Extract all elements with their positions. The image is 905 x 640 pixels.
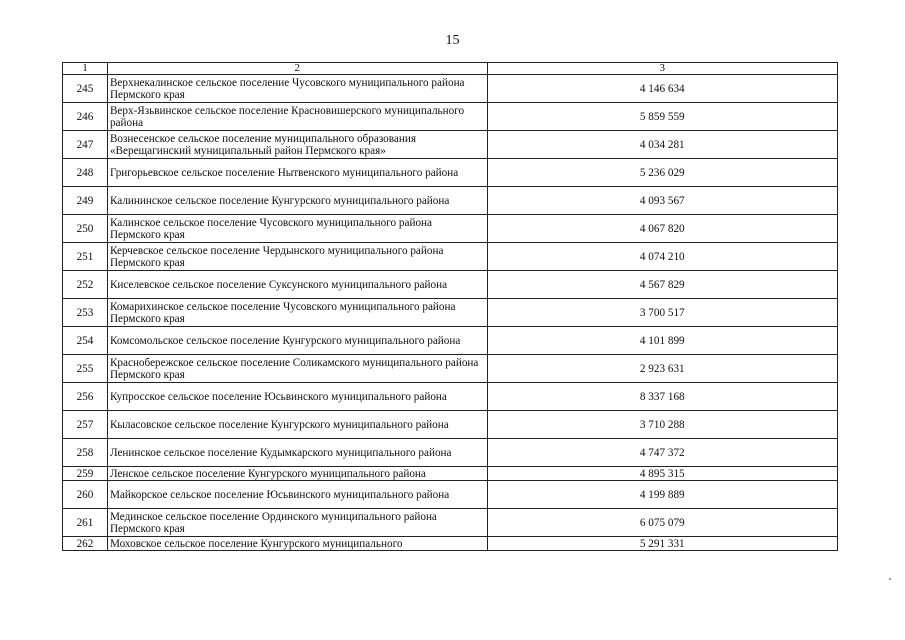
amount-cell: 4 567 829 — [487, 271, 838, 299]
settlement-name-cell: Моховское сельское поселение Кунгурского муниципального — [107, 537, 487, 551]
table-row — [63, 537, 838, 551]
settlement-name-cell: Купросское сельское поселение Юсьвинского муниципального района — [107, 383, 487, 411]
amount-cell: 4 199 889 — [487, 481, 838, 509]
row-number-cell: 245 — [63, 75, 108, 103]
amount-cell: 4 895 315 — [487, 467, 838, 481]
settlement-name-cell: Ленинское сельское поселение Кудымкарского муниципального района — [107, 439, 487, 467]
settlement-name-cell: Мединское сельское поселение Ординского муниципального района Пермского края — [107, 509, 487, 537]
table-row — [63, 75, 838, 103]
table-row — [63, 355, 838, 383]
amount-cell: 4 093 567 — [487, 187, 838, 215]
amount-cell: 6 075 079 — [487, 509, 838, 537]
settlement-name-cell: Ленское сельское поселение Кунгурского муниципального района — [107, 467, 487, 481]
table-row — [63, 327, 838, 355]
row-number-cell: 255 — [63, 355, 108, 383]
column-header-1: 1 — [63, 63, 108, 75]
column-header-3: 3 — [487, 63, 838, 75]
scan-speck — [889, 578, 891, 580]
amount-cell: 3 710 288 — [487, 411, 838, 439]
settlement-name-cell: Кыласовское сельское поселение Кунгурского муниципального района — [107, 411, 487, 439]
table-row — [63, 299, 838, 327]
settlement-name-cell: Григорьевское сельское поселение Нытвенского муниципального района — [107, 159, 487, 187]
column-header-2: 2 — [107, 63, 487, 75]
table-row — [63, 509, 838, 537]
row-number-cell: 257 — [63, 411, 108, 439]
amount-cell: 5 236 029 — [487, 159, 838, 187]
table-row — [63, 103, 838, 131]
row-number-cell: 252 — [63, 271, 108, 299]
amount-cell: 4 101 899 — [487, 327, 838, 355]
amount-cell: 3 700 517 — [487, 299, 838, 327]
table-row — [63, 187, 838, 215]
settlement-name-cell: Керчевское сельское поселение Чердынского муниципального района Пермского края — [107, 243, 487, 271]
data-table — [62, 62, 838, 551]
settlement-name-cell: Верхнекалинское сельское поселение Чусовского муниципального района Пермского края — [107, 75, 487, 103]
table-row — [63, 411, 838, 439]
row-number-cell: 258 — [63, 439, 108, 467]
table-row — [63, 439, 838, 467]
settlement-name-cell: Киселевское сельское поселение Суксунского муниципального района — [107, 271, 487, 299]
amount-cell: 5 291 331 — [487, 537, 838, 551]
row-number-cell: 259 — [63, 467, 108, 481]
settlement-name-cell: Верх-Язьвинское сельское поселение Красновишерского муниципального района — [107, 103, 487, 131]
row-number-cell: 256 — [63, 383, 108, 411]
row-number-cell: 261 — [63, 509, 108, 537]
table-row — [63, 243, 838, 271]
amount-cell: 8 337 168 — [487, 383, 838, 411]
row-number-cell: 251 — [63, 243, 108, 271]
table-row — [63, 271, 838, 299]
row-number-cell: 246 — [63, 103, 108, 131]
settlement-name-cell: Комсомольское сельское поселение Кунгурского муниципального района — [107, 327, 487, 355]
settlement-name-cell: Калининское сельское поселение Кунгурского муниципального района — [107, 187, 487, 215]
row-number-cell: 253 — [63, 299, 108, 327]
row-number-cell: 262 — [63, 537, 108, 551]
settlement-name-cell: Майкорское сельское поселение Юсьвинского муниципального района — [107, 481, 487, 509]
row-number-cell: 254 — [63, 327, 108, 355]
settlement-name-cell: Комарихинское сельское поселение Чусовского муниципального района Пермского края — [107, 299, 487, 327]
amount-cell: 5 859 559 — [487, 103, 838, 131]
amount-cell: 4 074 210 — [487, 243, 838, 271]
table-row — [63, 481, 838, 509]
amount-cell: 4 067 820 — [487, 215, 838, 243]
row-number-cell: 248 — [63, 159, 108, 187]
table-row — [63, 159, 838, 187]
settlement-name-cell: Вознесенское сельское поселение муниципального образования «Верещагинский муниципальный район Пермского края» — [107, 131, 487, 159]
amount-cell: 4 034 281 — [487, 131, 838, 159]
page-number: 15 — [445, 33, 460, 48]
table-row — [63, 467, 838, 481]
settlement-name-cell: Краснобережское сельское поселение Соликамского муниципального района Пермского края — [107, 355, 487, 383]
table-row — [63, 215, 838, 243]
table-row — [63, 383, 838, 411]
row-number-cell: 250 — [63, 215, 108, 243]
amount-cell: 2 923 631 — [487, 355, 838, 383]
settlement-name-cell: Калинское сельское поселение Чусовского муниципального района Пермского края — [107, 215, 487, 243]
row-number-cell: 260 — [63, 481, 108, 509]
amount-cell: 4 747 372 — [487, 439, 838, 467]
amount-cell: 4 146 634 — [487, 75, 838, 103]
row-number-cell: 249 — [63, 187, 108, 215]
table-row — [63, 131, 838, 159]
table-body — [63, 75, 838, 551]
row-number-cell: 247 — [63, 131, 108, 159]
header-row — [63, 63, 838, 75]
